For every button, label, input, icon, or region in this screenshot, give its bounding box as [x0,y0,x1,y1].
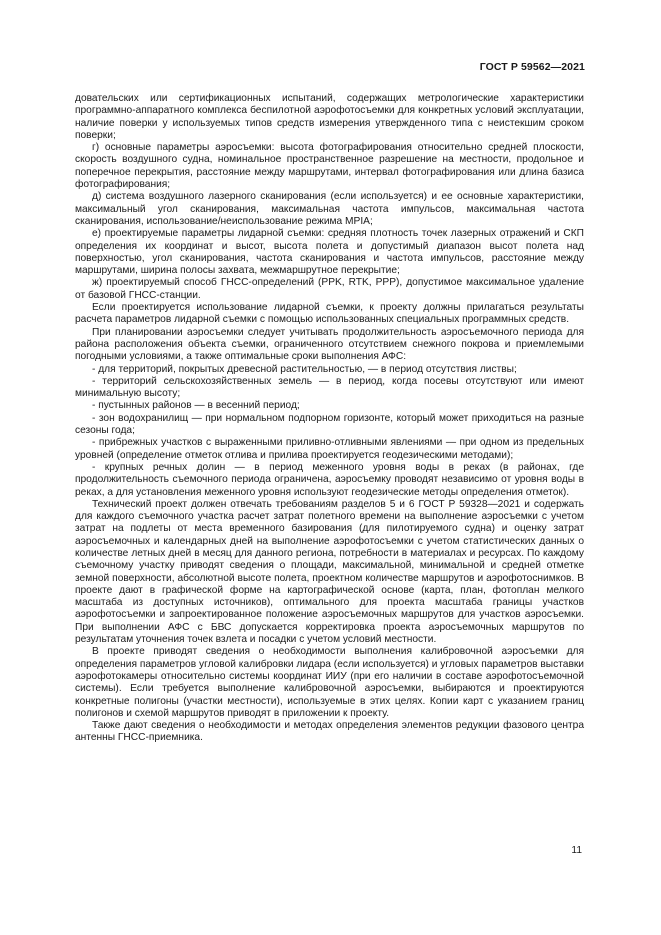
page-number: 11 [571,845,582,856]
paragraph: Технический проект должен отвечать требованиям разделов 5 и 6 ГОСТ Р 59328—2021 и содержать для каждого съемочного участка расчет затрат полетного времени на выполнение аэросъемки с учетом затрат на подлеты от места временного базирования (для пилотируемого судна) и оценку затрат аэросъемочных и календарных дней на выполнение аэрофотосъемки с учетом статистических данных о количестве летных дней в месяц для данного региона, потребности в материалах и ресурсах. По каждому съемочному участку приводят сведения о площади, максимальной, минимальной и средней отметке земной поверхности, абсолютной высоте полета, проектном количестве маршрутов и аэрофотоснимков. В проекте дают в графической форме на картографической основе (карта, план, фотоплан мелкого масштаба из доступных источников), оптимального для проекта масштаба границы участков аэрофотосъемки и запроектированное положение аэросъемочных маршрутов для участков аэросъемки. При выполнении АФС с БВС допускается корректировка проекта аэросъемочных маршрутов по результатам уточнения точек взлета и посадки с учетом условий местности. [75,498,584,646]
list-item: - крупных речных долин — в период меженного уровня воды в реках (в районах, где продолжительность съемочного периода ограничена, аэросъемку проводят независимо от уровня воды в реках, а для установления меженного уровня используют геодезические методы определения отметок). [75,461,584,498]
list-item: - прибрежных участков с выраженными приливно-отливными явлениями — при одном из предельных уровней (определение отметок отлива и прилива проектируется геодезическими методами); [75,437,584,461]
paragraph: е) проектируемые параметры лидарной съемки: средняя плотность точек лазерных отражений и СКП определения их координат и высот, высота полета и допустимый диапазон высот полета над поверхностью, угол сканирования, частота сканирования и частота импульсов, расстояние между маршрутами, ширина полосы захвата, межмаршрутное перекрытие; [75,228,584,277]
list-item: - пустынных районов — в весенний период; [92,400,300,412]
document-number: ГОСТ Р 59562—2021 [479,61,585,73]
paragraph: г) основные параметры аэросъемки: высота фотографирования относительно средней плоскости, скорость воздушного судна, номинальное пространственное разрешение на местности, продольное и поперечное перекрытия, расстояние между маршрутами, интервал фотографирования или длина базиса фотографирования; [75,142,584,191]
list-item: - зон водохранилищ — при нормальном подпорном горизонте, который может приходиться на разные сезоны года; [75,412,584,437]
paragraph: В проекте приводят сведения о необходимости выполнения калибровочной аэросъемки для определения параметров угловой калибровки лидара (если используется) и угловых параметров выставки аэрофотокамеры относительно системы координат ИИУ (при его наличии в составе аэрофотосъемочной системы). Если требуется выполнение калибровочной аэросъемки, выбираются и проектируются конкретные полигоны (участки местности), используемые в этих целях. Копии карт с указанием границ полигонов и схемой маршрутов приводят в приложении к проекту. [75,646,584,719]
paragraph: Также дают сведения о необходимости и методах определения элементов редукции фазового центра антенны ГНСС-приемника. [75,720,584,744]
paragraph: При планировании аэросъемки следует учитывать продолжительность аэросъемочного периода для района расположения объекта съемки, ограниченного отсутствием снежного покрова и приемлемыми погодными условиями, а также оптимальные сроки выполнения АФС: [75,326,584,363]
paragraph: ж) проектируемый способ ГНСС-определений (PPK, RTK, PPP), допустимое максимальное удаление от базовой ГНСС-станции. [75,277,584,301]
list-item: - для территорий, покрытых древесной растительностью, — в период отсутствия листвы; [92,363,517,375]
paragraph: Если проектируется использование лидарной съемки, к проекту должны прилагаться результаты расчета параметров лидарной съемки с помощью использованных специальных программных средств. [75,302,584,326]
paragraph: довательских или сертификационных испытаний, содержащих метрологические характеристики программно-аппаратного комплекса беспилотной аэрофотосъемки для конкретных условий эксплуатации, наличие поверки у используемых типов средств измерения утвержденного типа с неистекшим сроком поверки; [75,93,584,141]
list-item: - территорий сельскохозяйственных земель — в период, когда посевы отсутствуют или имеют минимальную высоту; [75,375,584,400]
body-text [75,93,584,745]
paragraph: д) система воздушного лазерного сканирования (если используется) и ее основные характеристики, максимальный угол сканирования, максимальная частота импульсов, максимальная частота сканирования, использование/неиспользование режима MPIA; [75,191,584,227]
